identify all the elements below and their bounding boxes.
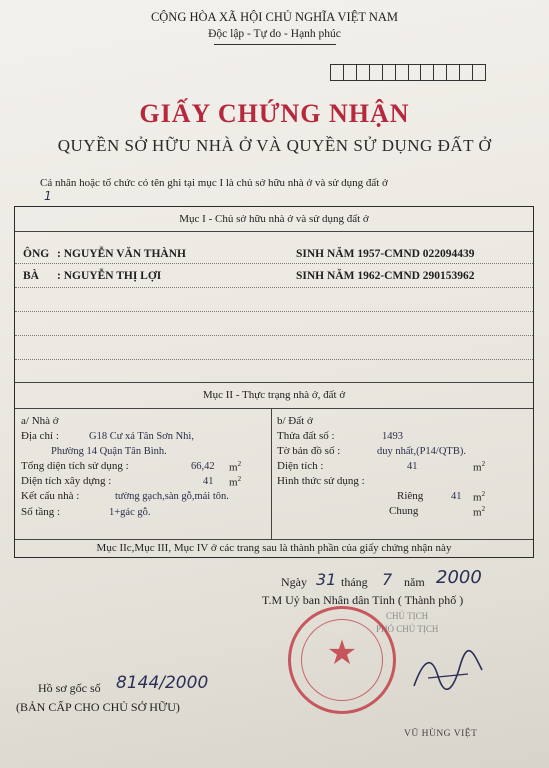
floors-value: 1+gác gỗ. (109, 507, 151, 518)
shared-use-unit: $m^2$ (473, 505, 486, 519)
content-table (14, 206, 534, 558)
house-address-label: Địa chỉ : (21, 430, 59, 442)
house-address-line1: G18 Cư xá Tân Sơn Nhì, (89, 431, 194, 442)
star-icon: ★ (326, 633, 358, 673)
section1-dotted-line (15, 263, 533, 264)
owner1-prefix: ÔNG (23, 248, 50, 260)
owner1-name: : NGUYỄN VĂN THÀNH (57, 248, 186, 260)
map-sheet-label: Tờ bản đồ số : (277, 445, 341, 457)
section1-dotted-line (15, 287, 533, 288)
total-area-unit: $m^2$ (229, 460, 242, 474)
dossier-label: Hồ sơ gốc số (38, 681, 101, 695)
section2-title-rule (15, 408, 533, 409)
signer-name: VŨ HÙNG VIỆT (404, 729, 478, 739)
land-heading: b/ Đất ở (277, 415, 313, 427)
total-area-label: Tổng diện tích sử dụng : (21, 460, 129, 472)
authority-faint-vice-chair: PHÓ CHỦ TỊCH (376, 624, 439, 634)
serial-number-boxes (330, 64, 486, 81)
dossier-value: 8144/2000 (116, 673, 209, 693)
date-day-value: 31 (316, 570, 337, 589)
footer-note: Mục IIc,Mục III, Mục IV ở các trang sau là thành phần của giấy chứng nhận này (96, 542, 452, 554)
section1-title: Mục I - Chủ sở hữu nhà ở và sử dụng đất ở (179, 213, 369, 225)
authority-faint-chair: CHỦ TỊCH (386, 611, 429, 621)
private-use-label: Riêng (397, 490, 424, 502)
usage-label: Hình thức sử dụng : (277, 475, 365, 487)
date-month-value: 7 (382, 570, 393, 589)
structure-value: tường gạch,sàn gỗ,mái tôn. (115, 491, 229, 502)
build-area-label: Diện tích xây dựng : (21, 475, 112, 487)
owner2-name: : NGUYỄN THỊ LỢI (57, 270, 162, 282)
footer-note-rule (15, 539, 533, 540)
private-use-value: 41 (451, 491, 462, 502)
section2-title: Mục II - Thực trạng nhà ở, đất ở (202, 389, 346, 401)
official-seal (288, 606, 396, 714)
parcel-label: Thửa đất số : (277, 430, 335, 442)
section2-divider (271, 408, 272, 539)
signature (408, 648, 488, 698)
total-area-value: 66,42 (191, 461, 215, 472)
section1-dotted-line (15, 359, 533, 360)
date-day-label: Ngày (281, 575, 307, 589)
land-area-label: Diện tích : (277, 460, 324, 472)
map-sheet-value: duy nhất,(P14/QTB). (377, 446, 466, 457)
intro-text: Cá nhân hoặc tổ chức có tên ghi tại mục I là chủ sở hữu nhà ở và sử dụng đất ở (40, 177, 388, 189)
date-month-label: tháng (341, 575, 368, 589)
structure-label: Kết cấu nhà : (21, 490, 80, 502)
owner1-id-info: SINH NĂM 1957-CMND 022094439 (296, 248, 475, 260)
land-area-unit: $m^2$ (473, 460, 486, 474)
national-motto: Độc lập - Tự do - Hạnh phúc (208, 28, 341, 40)
shared-use-label: Chung (389, 505, 419, 517)
certificate-title: GIẤY CHỨNG NHẬN (139, 99, 410, 128)
date-year-value: 2000 (436, 567, 482, 588)
section2-top-rule (15, 382, 533, 383)
section1-dotted-line (15, 311, 533, 312)
owner2-id-info: SINH NĂM 1962-CMND 290153962 (296, 270, 475, 282)
section1-dotted-line (15, 335, 533, 336)
build-area-value: 41 (203, 476, 214, 487)
owner2-prefix: BÀ (23, 270, 39, 282)
build-area-unit: $m^2$ (229, 475, 242, 489)
house-heading: a/ Nhà ở (21, 415, 59, 427)
private-use-unit: $m^2$ (473, 490, 486, 504)
copy-note: (BẢN CẤP CHO CHỦ SỞ HỮU) (16, 700, 180, 714)
national-title: CỘNG HÒA XÃ HỘI CHỦ NGHĨA VIỆT NAM (150, 10, 399, 24)
intro-handwritten-mark: 1 (44, 189, 52, 203)
date-year-label: năm (404, 575, 425, 589)
section1-title-rule (15, 231, 533, 232)
motto-underline (214, 44, 336, 45)
certificate-subtitle: QUYỀN SỞ HỮU NHÀ Ở VÀ QUYỀN SỬ DỤNG ĐẤT Ở (57, 136, 492, 155)
land-area-value: 41 (407, 461, 418, 472)
authority-label: T.M Uỷ ban Nhân dân Tỉnh ( Thành phố ) (262, 593, 464, 607)
parcel-value: 1493 (382, 431, 403, 442)
floors-label: Số tầng : (21, 506, 61, 518)
house-address-line2: Phường 14 Quận Tân Bình. (51, 446, 167, 457)
